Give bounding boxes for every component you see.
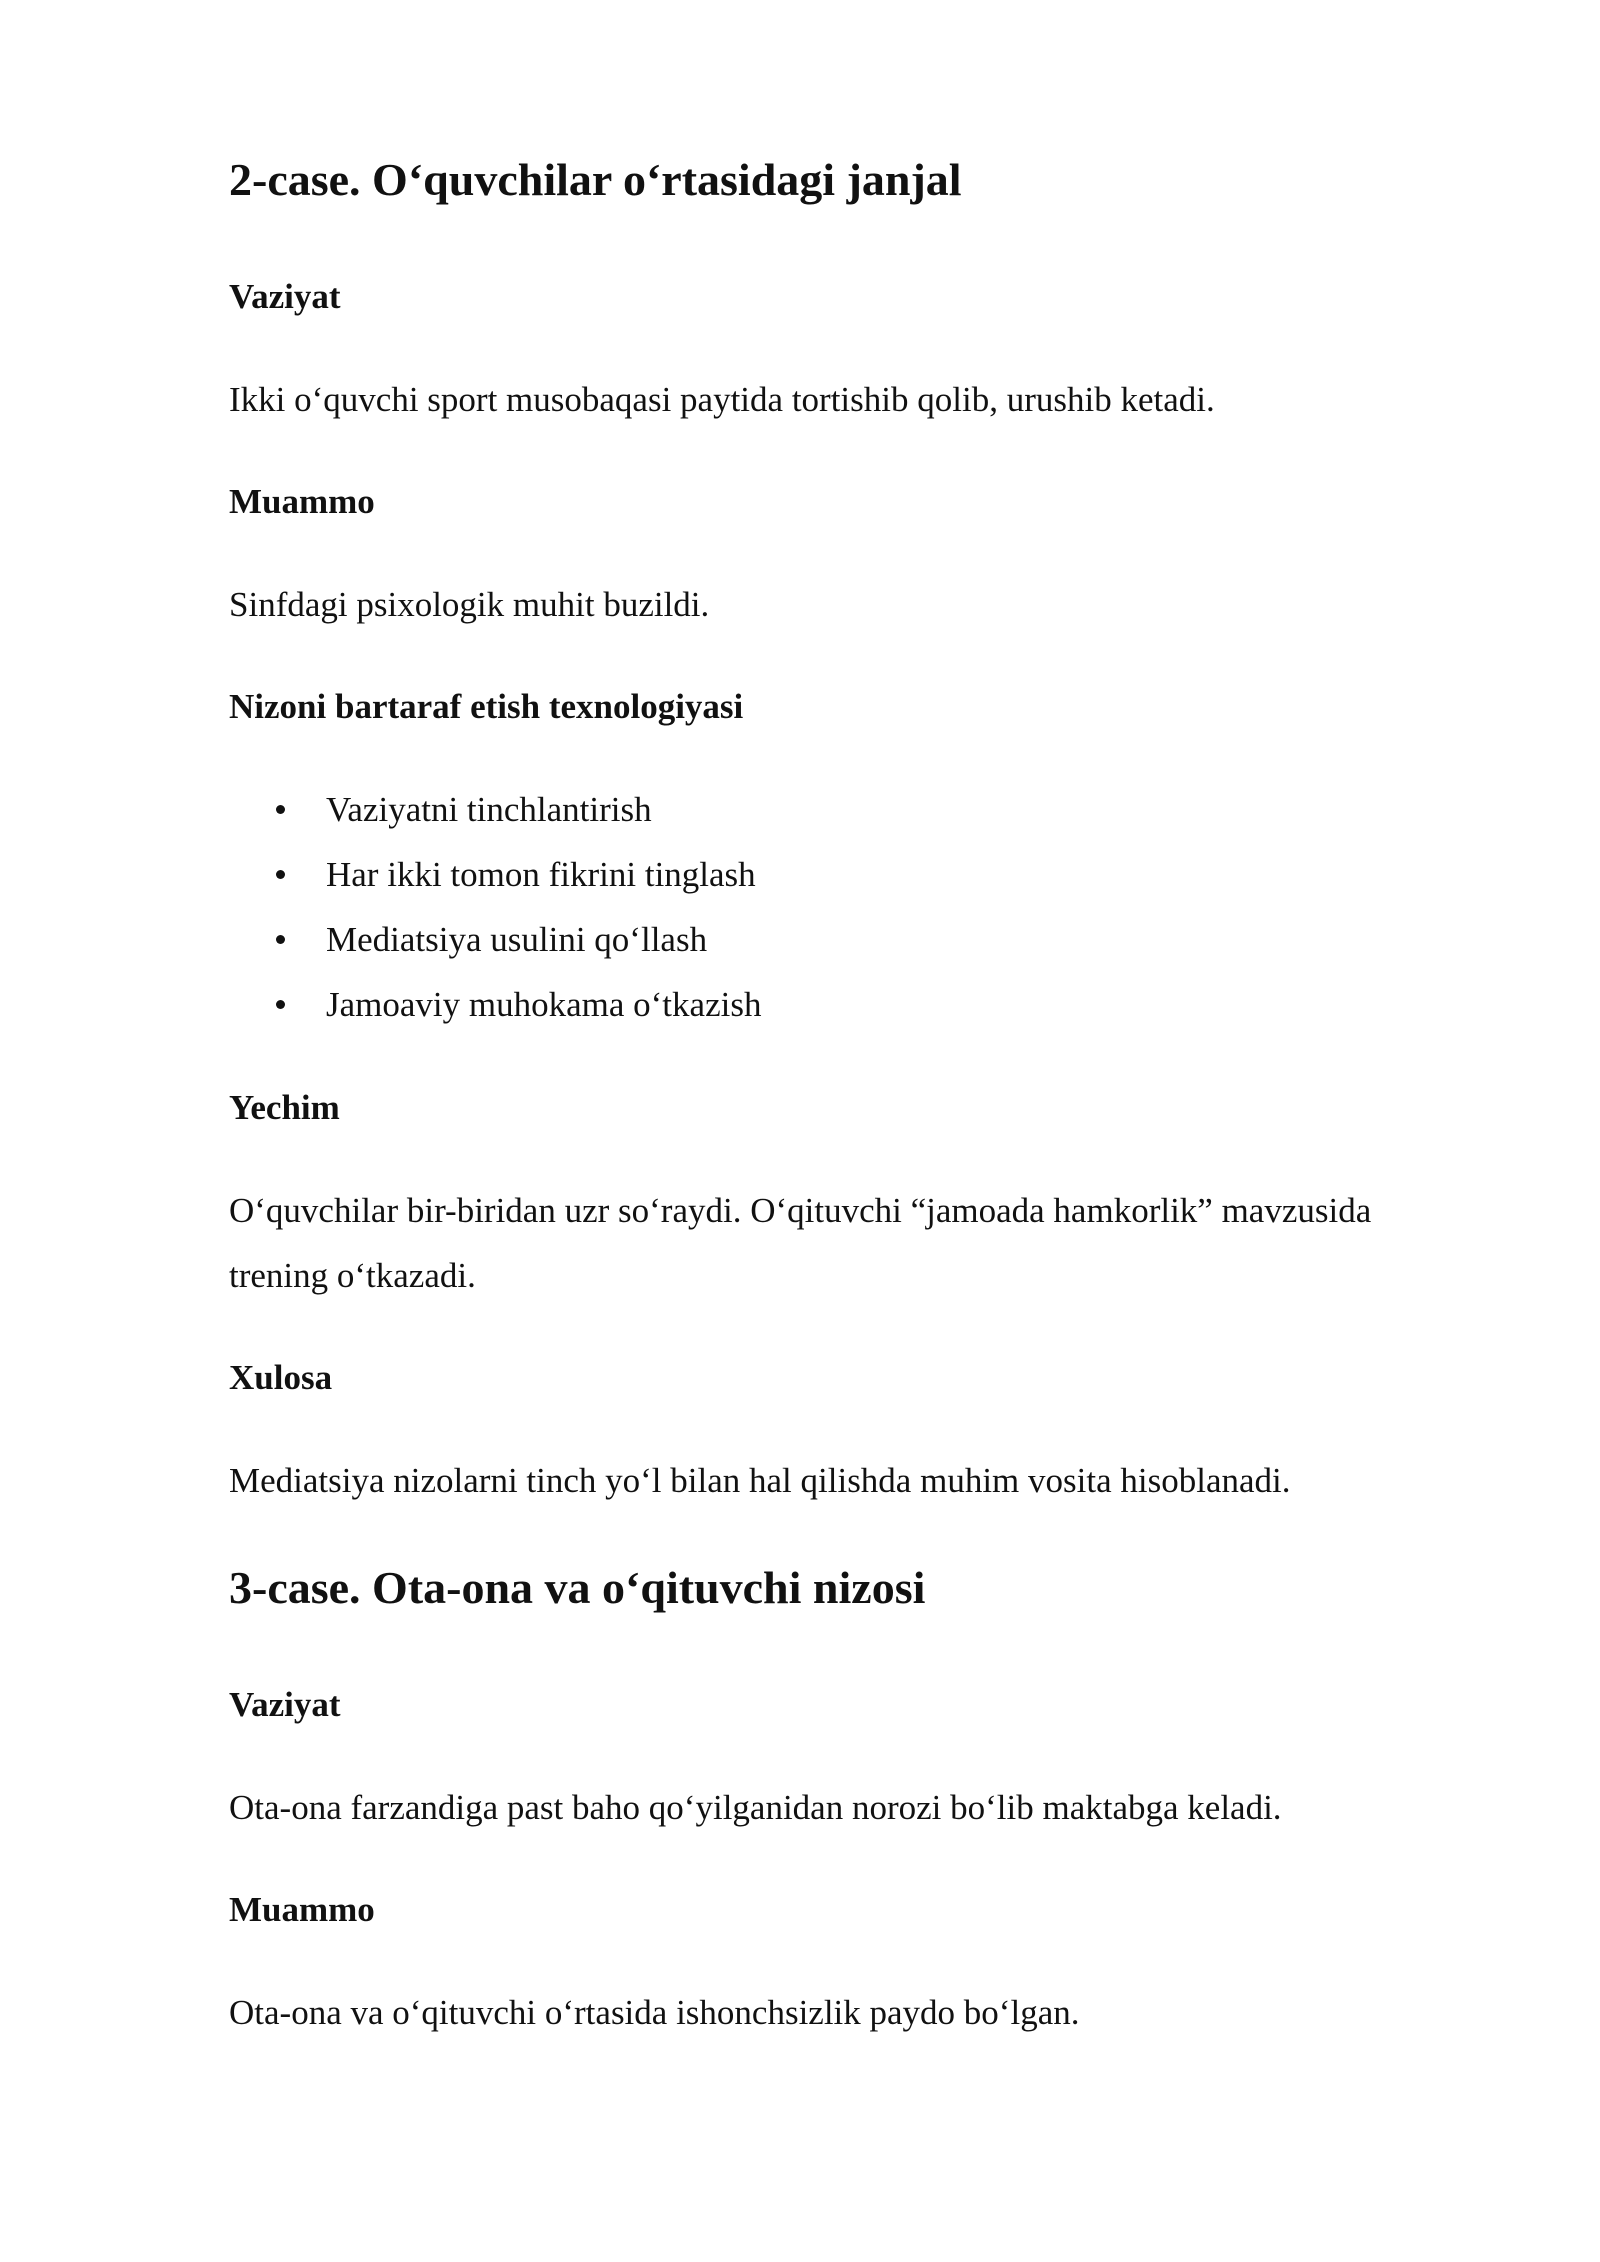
bullet-icon <box>276 870 285 879</box>
case3-muammo-heading: Muammo <box>229 1890 375 1929</box>
case2-tech-heading: Nizoni bartaraf etish texnologiyasi <box>229 687 744 726</box>
case2-yechim-heading: Yechim <box>229 1088 340 1127</box>
case2-yechim-text-line1: O‘quvchilar bir-biridan uzr so‘raydi. O‘qituvchi “jamoada hamkorlik” mavzusida <box>229 1191 1372 1230</box>
case2-muammo-heading: Muammo <box>229 482 375 521</box>
case2-vaziyat-heading: Vaziyat <box>229 277 341 316</box>
case3-vaziyat-heading: Vaziyat <box>229 1685 341 1724</box>
case2-yechim-text-line2: trening o‘tkazadi. <box>229 1256 476 1295</box>
case2-xulosa-heading: Xulosa <box>229 1358 333 1397</box>
case2-xulosa-text: Mediatsiya nizolarni tinch yo‘l bilan hal qilishda muhim vosita hisoblanadi. <box>229 1461 1291 1500</box>
list-item-text: Vaziyatni tinchlantirish <box>326 790 652 829</box>
case2-vaziyat-text: Ikki o‘quvchi sport musobaqasi paytida tortishib qolib, urushib ketadi. <box>229 380 1215 419</box>
case3-muammo-text: Ota-ona va o‘qituvchi o‘rtasida ishonchsizlik paydo bo‘lgan. <box>229 1993 1080 2032</box>
bullet-icon <box>276 1000 285 1009</box>
case2-muammo-text: Sinfdagi psixologik muhit buzildi. <box>229 585 710 624</box>
list-item-text: Jamoaviy muhokama o‘tkazish <box>326 985 762 1024</box>
bullet-icon <box>276 935 285 944</box>
case3-vaziyat-text: Ota-ona farzandiga past baho qo‘yilganidan norozi bo‘lib maktabga keladi. <box>229 1788 1282 1827</box>
list-item-text: Har ikki tomon fikrini tinglash <box>326 855 756 894</box>
case2-title: 2-case. O‘quvchilar o‘rtasidagi janjal <box>229 154 962 205</box>
case3-title: 3-case. Ota-ona va o‘qituvchi nizosi <box>229 1562 926 1613</box>
list-item-text: Mediatsiya usulini qo‘llash <box>326 920 708 959</box>
bullet-icon <box>276 805 285 814</box>
